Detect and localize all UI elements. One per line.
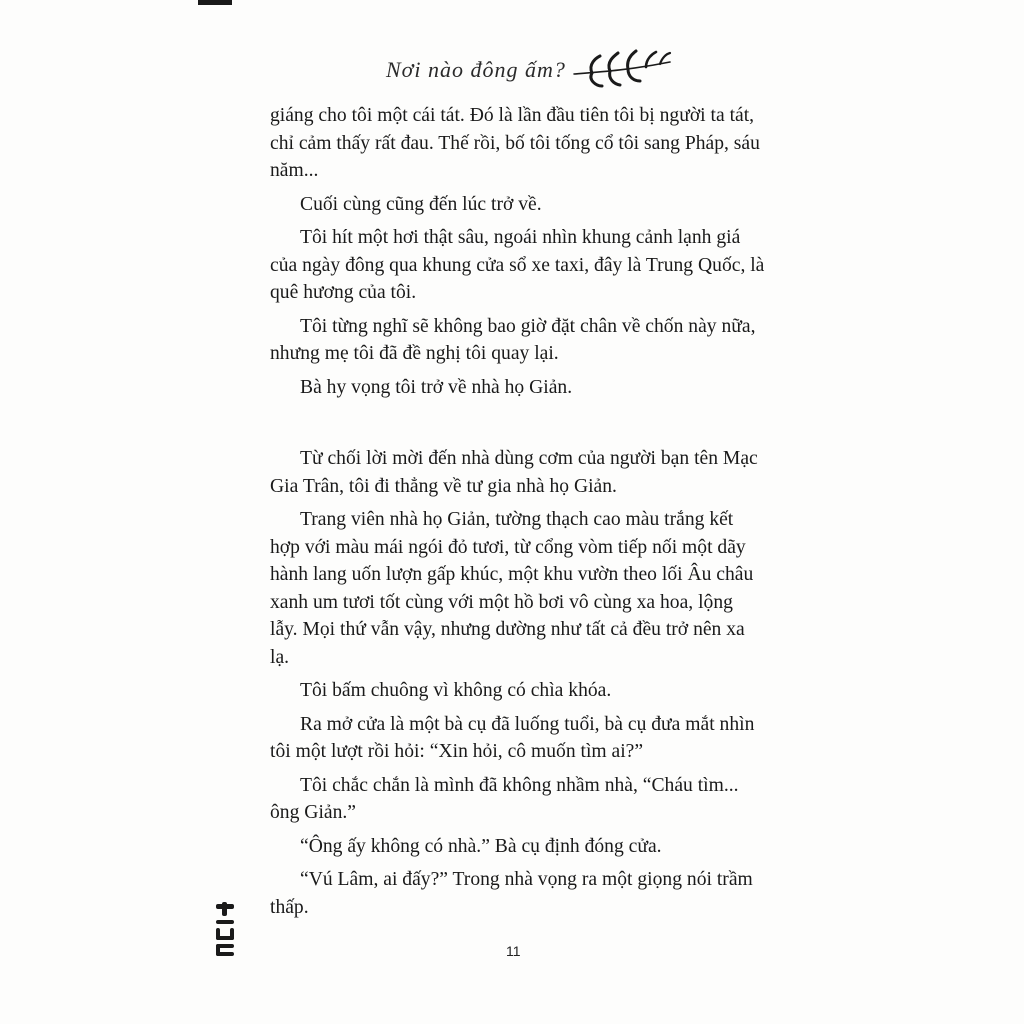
paragraph: Tôi bấm chuông vì không có chìa khóa.: [300, 680, 612, 701]
header-title: Nơi nào đông ấm?: [386, 57, 566, 82]
paragraph: “Ông ấy không có nhà.” Bà cụ định đóng cửa.: [300, 835, 662, 857]
paragraph: Bà hy vọng tôi trở về nhà họ Giản.: [300, 376, 573, 398]
running-header: [386, 50, 680, 90]
paragraph: Trang viên nhà họ Giản, tường thạch cao màu trắng kết hợp với màu mái ngói đỏ tươi, từ cổng vòm tiếp nối một dãy hành lang uốn lượn gấp khúc, một khu vườn theo lối Âu châu xanh um tươi tốt cùng với một hồ bơi vô cùng xa hoa, lộng lẫy. Mọi thứ vẫn vậy, nhưng dường như tất cả đều trở nên xa lạ.: [270, 509, 754, 668]
paragraph: Từ chối lời mời đến nhà dùng cơm của người bạn tên Mạc Gia Trân, tôi đi thẳng về tư gia nhà họ Giản.: [270, 448, 758, 497]
paragraph: Tôi từng nghĩ sẽ không bao giờ đặt chân về chốn này nữa, nhưng mẹ tôi đã đề nghị tôi quay lại.: [270, 315, 756, 364]
paragraph: Tôi chắc chắn là mình đã không nhầm nhà, “Cháu tìm... ông Giản.”: [270, 774, 739, 823]
paragraph: giáng cho tôi một cái tát. Đó là lần đầu tiên tôi bị người ta tát, chỉ cảm thấy rất đau. Thế rồi, bố tôi tống cổ tôi sang Pháp, sáu năm...: [270, 105, 760, 181]
publisher-logo-icon: [212, 900, 240, 960]
top-edge-mark: [198, 0, 232, 5]
paragraph: Ra mở cửa là một bà cụ đã luống tuổi, bà cụ đưa mắt nhìn tôi một lượt rồi hỏi: “Xin hỏi, cô muốn tìm ai?”: [270, 713, 755, 762]
paragraph: Cuối cùng cũng đến lúc trở về.: [300, 193, 542, 215]
paragraph: “Vú Lâm, ai đấy?” Trong nhà vọng ra một giọng nói trầm thấp.: [270, 869, 753, 918]
leaf-branch-icon: [570, 48, 680, 92]
paragraph: Tôi hít một hơi thật sâu, ngoái nhìn khung cảnh lạnh giá của ngày đông qua khung cửa sổ xe taxi, đây là Trung Quốc, là quê hương của tôi.: [270, 227, 765, 303]
body-text: [270, 102, 765, 927]
page-number: 11: [506, 943, 521, 959]
section-break: [270, 407, 765, 445]
